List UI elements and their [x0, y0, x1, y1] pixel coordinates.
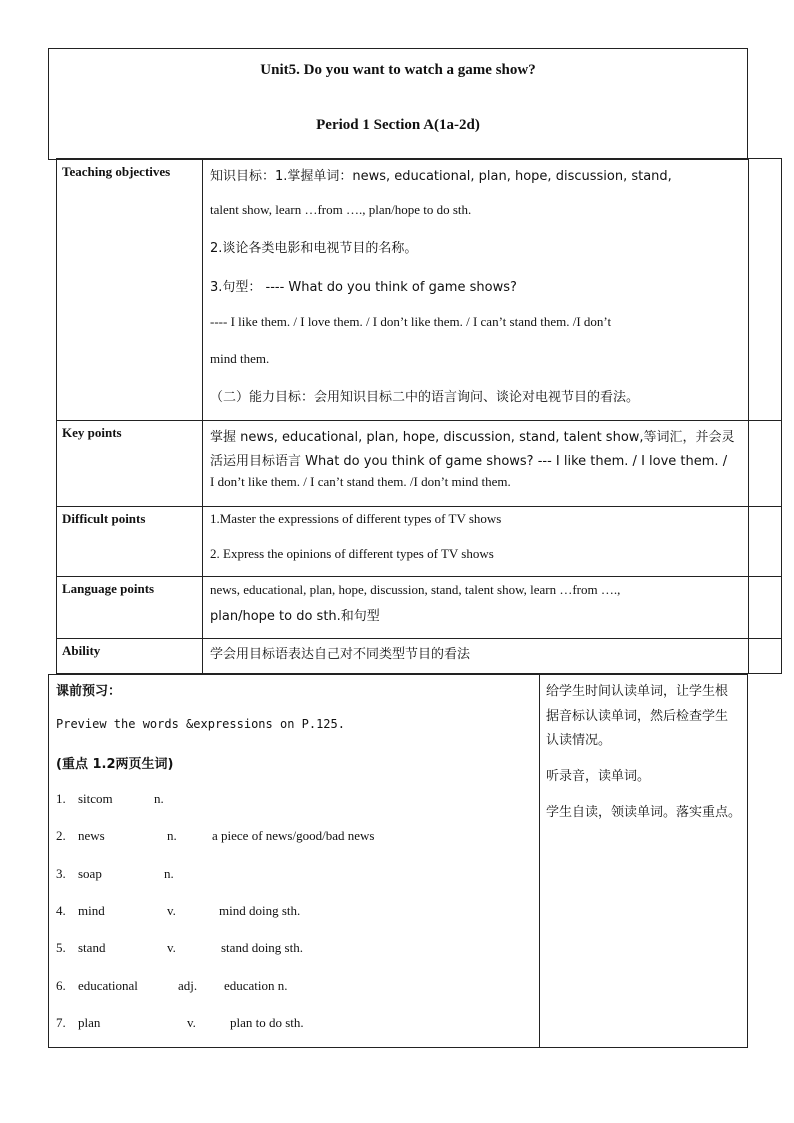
ability-label: Ability [62, 643, 101, 658]
vocab-item [56, 1015, 536, 1033]
period-title: Period 1 Section A(1a-2d) [316, 117, 480, 133]
teaching-line-7: （二）能力目标：会用知识目标二中的语言询问、谈论对电视节目的看法。 [210, 390, 640, 405]
vocab-part-of-speech: n. [164, 865, 174, 881]
vocab-word: news [78, 828, 105, 844]
teaching-line-6: mind them. [210, 351, 270, 366]
difficult-points-line-2: 2. Express the opinions of different types of TV shows [210, 546, 494, 561]
vocab-part-of-speech: v. [187, 1014, 196, 1030]
teaching-line-2: talent show, learn …from …., plan/hope to do sth. [210, 202, 472, 217]
row-separator [56, 506, 782, 507]
preview-instruction: Preview the words &expressions on P.125. [56, 717, 345, 731]
side-note-line-1: 给学生时间认读单词，让学生根 [546, 684, 729, 699]
vocab-part-of-speech: n. [167, 828, 177, 844]
vocab-example: plan to do sth. [230, 1014, 304, 1030]
vocab-example: stand doing sth. [221, 940, 303, 956]
difficult-points-label: Difficult points [62, 511, 146, 526]
difficult-points-line-1: 1.Master the expressions of different types of TV shows [210, 511, 502, 526]
language-points-label: Language points [62, 581, 155, 596]
vocab-part-of-speech: v. [167, 940, 176, 956]
vocab-example: mind doing sth. [219, 902, 301, 918]
teaching-line-1: 知识目标：1.掌握单词：news, educational, plan, hope, discussion, stand, [210, 169, 672, 184]
side-note-line-3: 认读情况。 [546, 733, 612, 748]
vocab-item [56, 903, 536, 921]
key-points-line-3: I don’t like them. / I can’t stand them. /I don’t mind them. [210, 474, 511, 489]
language-points-line-2: plan/hope to do sth.和句型 [210, 609, 380, 624]
vocab-number: 1. [56, 791, 66, 806]
vocab-number: 7. [56, 1014, 66, 1030]
vocab-number: 2. [56, 828, 66, 844]
language-points-line-1: news, educational, plan, hope, discussion, stand, talent show, learn …from …., [210, 582, 621, 597]
side-note-line-5: 学生自读，领读单词。落实重点。 [546, 805, 742, 820]
row-separator [56, 576, 782, 577]
teaching-line-4: 3.句型： ---- What do you think of game shows? [210, 280, 517, 295]
vocab-number: 6. [56, 977, 66, 993]
key-points-label: Key points [62, 425, 122, 440]
vocab-word: plan [78, 1014, 101, 1030]
vocab-part-of-speech: v. [167, 902, 176, 918]
vocab-item [56, 978, 536, 996]
vocab-word: educational [78, 977, 138, 993]
vocab-part-of-speech: adj. [178, 977, 198, 993]
vocab-word: sitcom [78, 791, 113, 806]
vocab-word: stand [78, 940, 106, 956]
preview-heading: 课前预习： [56, 684, 122, 699]
vocab-word: mind [78, 902, 105, 918]
document-title: Unit5. Do you want to watch a game show? [260, 62, 536, 78]
key-points-line-1: 掌握 news, educational, plan, hope, discussion, stand, talent show,等词汇，并会灵 [210, 430, 735, 445]
side-note-line-4: 听录音，读单词。 [546, 769, 651, 784]
side-note-line-2: 据音标认读单词，然后检查学生 [546, 709, 729, 724]
vocab-item [56, 828, 536, 846]
vocab-word: soap [78, 865, 102, 881]
vocab-item [56, 791, 536, 809]
row-separator [56, 420, 782, 421]
teaching-line-5: ---- I like them. / I love them. / I don’t like them. / I can’t stand them. /I don’t [210, 314, 612, 329]
key-points-line-2: 活运用目标语言 What do you think of game shows? --- I like them. / I love them. / [210, 454, 728, 469]
vocab-number: 4. [56, 902, 66, 918]
ability-line-1: 学会用目标语表达自己对不同类型节目的看法 [210, 647, 471, 662]
vocab-number: 5. [56, 940, 66, 956]
preview-column-divider [539, 674, 540, 1048]
vocab-item [56, 866, 536, 884]
teaching-line-3: 2.谈论各类电影和电视节目的名称。 [210, 241, 418, 256]
vocab-example: a piece of news/good/bad news [212, 828, 375, 844]
table-right-inner-line [748, 158, 749, 674]
vocab-item [56, 940, 536, 958]
vocab-part-of-speech: n. [154, 791, 164, 806]
preview-note: (重点 1.2两页生词) [56, 757, 174, 772]
vocab-number: 3. [56, 865, 66, 881]
row-separator [56, 638, 782, 639]
teaching-objectives-label: Teaching objectives [62, 164, 171, 179]
table-column-divider [202, 158, 203, 674]
vocab-example: education n. [224, 977, 288, 993]
